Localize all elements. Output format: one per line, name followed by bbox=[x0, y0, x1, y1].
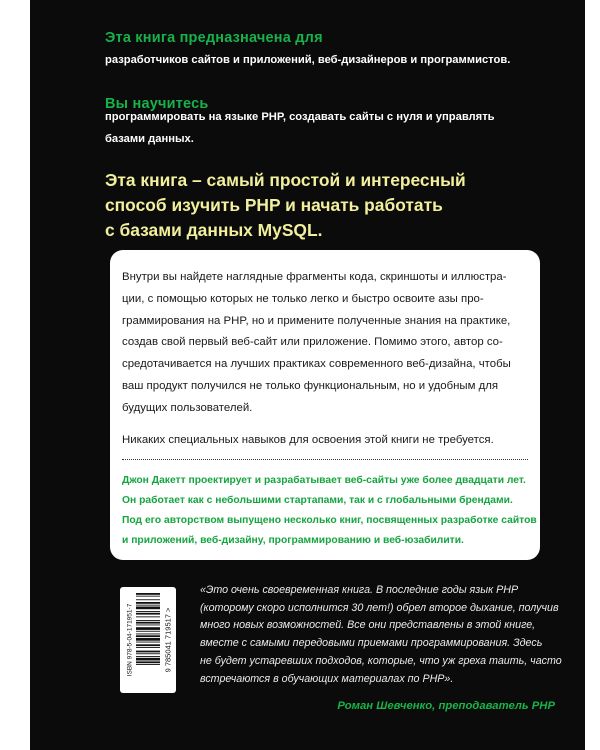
barcode-bar bbox=[136, 602, 160, 604]
barcode-bar bbox=[136, 620, 160, 621]
learn-line: базами данных. bbox=[105, 133, 194, 145]
barcode-bar bbox=[136, 622, 160, 624]
dotted-divider bbox=[122, 459, 528, 460]
author-bio bbox=[122, 471, 537, 551]
quote-line: вместе с самыми передовыми приемами программирования. Здесь bbox=[200, 637, 543, 650]
barcode-bar bbox=[136, 634, 160, 635]
barcode-bar bbox=[136, 664, 160, 665]
review-quote bbox=[200, 582, 562, 688]
barcode-bar bbox=[136, 653, 160, 654]
author-bio-line: и приложений, веб-дизайну, программированию и веб-юзабилити. bbox=[122, 534, 464, 546]
description-line: создав свой первый веб-сайт или приложение. Помимо этого, автор со- bbox=[122, 336, 503, 349]
barcode-bar bbox=[136, 607, 160, 610]
skills-note: Никаких специальных навыков для освоения этой книги не требуется. bbox=[122, 433, 494, 446]
quote-line: не будет устаревших подходов, которые, что уж греха таить, часто bbox=[200, 654, 562, 667]
barcode-bar bbox=[136, 627, 160, 630]
back-cover bbox=[30, 0, 585, 750]
isbn-barcode bbox=[120, 587, 176, 693]
barcode-bar bbox=[136, 605, 160, 606]
barcode-bar bbox=[136, 625, 160, 626]
learn-line: программировать на языке PHP, создавать сайты с нуля и управлять bbox=[105, 111, 495, 123]
barcode-bar bbox=[136, 658, 160, 661]
description-line: будущих пользователей. bbox=[122, 401, 253, 414]
barcode-bar bbox=[136, 593, 160, 595]
isbn-label: ISBN 978-5-04-171951-7 bbox=[126, 603, 134, 677]
author-bio-line: Джон Дакетт проектирует и разрабатывает веб-сайты уже более двадцати лет. bbox=[122, 474, 526, 486]
quote-line: «Это очень своевременная книга. В последние годы язык PHP bbox=[200, 584, 519, 596]
barcode-bar bbox=[136, 642, 160, 643]
barcode-bar bbox=[136, 638, 160, 641]
barcode-bar bbox=[136, 631, 160, 632]
learn-heading: Вы научитесь bbox=[105, 96, 209, 112]
barcode-bar bbox=[136, 616, 160, 617]
tagline-line: с базами данных MySQL. bbox=[105, 220, 323, 240]
tagline-line: Эта книга – самый простой и интересный bbox=[105, 170, 466, 190]
quote-line: встречаются в обучающих материалах по PHP». bbox=[200, 672, 454, 685]
tagline-line: способ изучить PHP и начать работать bbox=[105, 195, 443, 215]
quote-line: (которому скоро исполнится 30 лет!) обрел второе дыхание, получив bbox=[200, 601, 559, 614]
barcode-bar bbox=[136, 599, 160, 600]
quote-line: много новых возможностей. Все они представлены в этой книге, bbox=[200, 619, 536, 632]
author-bio-line: Он работает как с небольшими стартапами, так и с глобальными брендами. bbox=[122, 494, 513, 506]
barcode-bar bbox=[136, 651, 160, 653]
barcode-bar bbox=[136, 635, 160, 637]
tagline bbox=[105, 168, 505, 243]
audience-text: разработчиков сайтов и приложений, веб-дизайнеров и программистов. bbox=[105, 54, 511, 66]
barcode-bar bbox=[136, 644, 160, 646]
description-card bbox=[110, 250, 540, 560]
description-line: ции, с помощью которых не только легко и быстро освоите азы про- bbox=[122, 292, 484, 305]
quote-attribution: Роман Шевченко, преподаватель PHP bbox=[337, 700, 555, 712]
barcode-bar bbox=[136, 661, 160, 663]
barcode-digits: 9 785041 719517 > bbox=[163, 607, 173, 673]
barcode-bar bbox=[136, 656, 160, 657]
book-description bbox=[122, 267, 528, 420]
barcode-bar bbox=[136, 647, 160, 648]
learn-text bbox=[105, 106, 495, 150]
audience-heading: Эта книга предназначена для bbox=[105, 30, 323, 46]
description-line: средотачивается на лучших практиках современного веб-дизайна, чтобы bbox=[122, 358, 511, 371]
author-bio-line: Под его авторством выпущено несколько книг, посвященных разработке сайтов bbox=[122, 514, 537, 526]
barcode-bar bbox=[136, 613, 160, 615]
description-line: ваш продукт получился не только функциональным, но и удобным для bbox=[122, 379, 499, 392]
barcode-bar bbox=[136, 596, 160, 597]
description-line: Внутри вы найдете наглядные фрагменты кода, скриншоты и иллюстра- bbox=[122, 271, 507, 283]
barcode-bar bbox=[136, 611, 160, 612]
description-line: граммирования на PHP, но и примените полученные знания на практике, bbox=[122, 314, 511, 327]
